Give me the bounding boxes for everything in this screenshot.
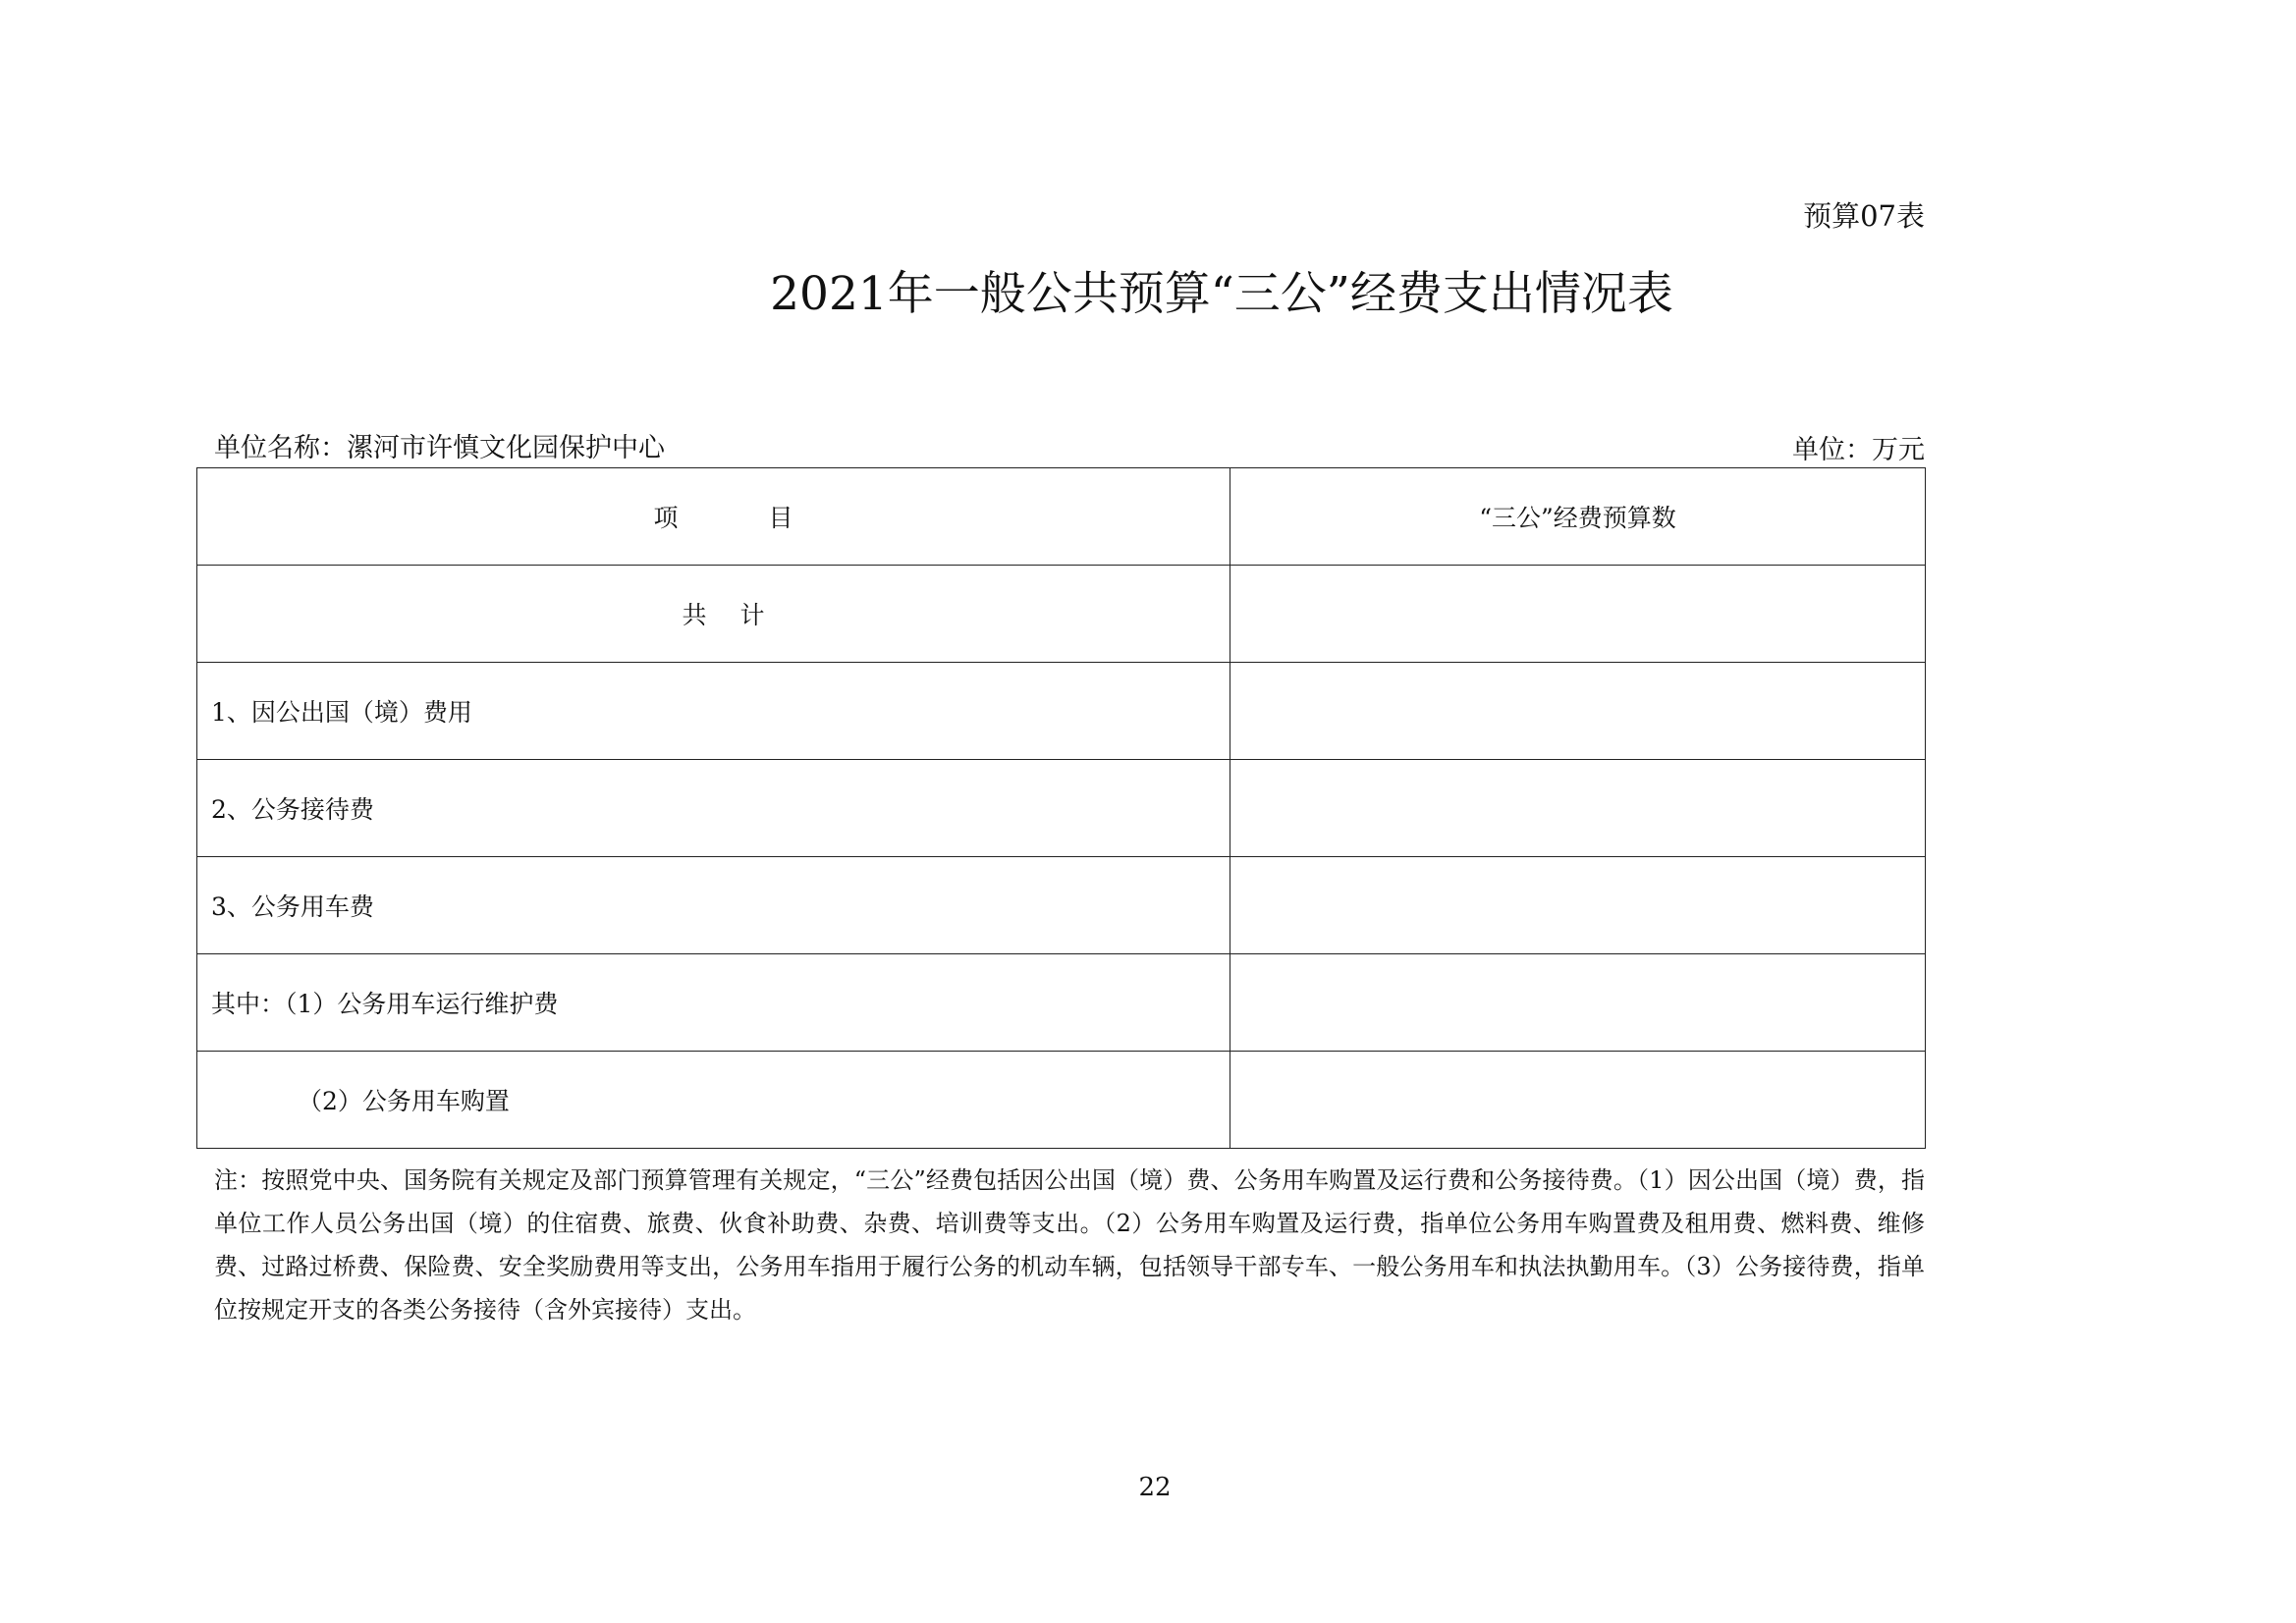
header-amount-cell: “三公”经费预算数 xyxy=(1230,468,1926,566)
row-value-vehicle-maintenance xyxy=(1230,954,1926,1052)
page-title: 2021年一般公共预算“三公”经费支出情况表 xyxy=(770,267,1673,321)
table-row xyxy=(197,1052,1926,1149)
table-row xyxy=(197,760,1926,857)
row-label-overseas-travel: 1、因公出国（境）费用 xyxy=(197,663,1230,760)
table-row xyxy=(197,663,1926,760)
row-label-vehicle-maintenance: 其中：（1）公务用车运行维护费 xyxy=(197,954,1230,1052)
table-header-row xyxy=(197,468,1926,566)
unit-name-label: 单位名称：漯河市许慎文化园保护中心 xyxy=(214,433,665,463)
row-label-vehicle-purchase: （2）公务用车购置 xyxy=(197,1052,1230,1149)
total-value-cell xyxy=(1230,566,1926,663)
footnote: 注：按照党中央、国务院有关规定及部门预算管理有关规定，“三公”经费包括因公出国（境）费、公务用车购置及运行费和公务接待费。（1）因公出国（境）费，指单位工作人员公务出国（境）的住宿费、旅费、伙食补助费、杂费、培训费等支出。（2）公务用车购置及运行费，指单位公务用车购置费及租用费、燃料费、维修费、过路过桥费、保险费、安全奖励费用等支出，公务用车指用于履行公务的机动车辆，包括领导干部专车、一般公务用车和执法执勤用车。（3）公务接待费，指单位按规定开支的各类公务接待（含外宾接待）支出。 xyxy=(214,1166,1925,1324)
budget-table xyxy=(196,467,1926,1149)
row-value-reception xyxy=(1230,760,1926,857)
header-item-char-1: 项 xyxy=(653,504,679,532)
header-item-cell xyxy=(197,468,1230,566)
total-label-cell xyxy=(197,566,1230,663)
row-value-overseas-travel xyxy=(1230,663,1926,760)
row-label-reception: 2、公务接待费 xyxy=(197,760,1230,857)
table-row xyxy=(197,954,1926,1052)
total-label-char-1: 共 xyxy=(682,601,707,629)
form-number: 预算07表 xyxy=(1803,199,1925,233)
total-row xyxy=(197,566,1926,663)
row-label-vehicle: 3、公务用车费 xyxy=(197,857,1230,954)
row-value-vehicle-purchase xyxy=(1230,1052,1926,1149)
header-item-char-2: 目 xyxy=(768,504,793,532)
currency-unit-label: 单位：万元 xyxy=(1792,435,1925,465)
table-row xyxy=(197,857,1926,954)
row-value-vehicle xyxy=(1230,857,1926,954)
page-number: 22 xyxy=(1138,1473,1172,1502)
total-label-char-2: 计 xyxy=(739,601,765,629)
